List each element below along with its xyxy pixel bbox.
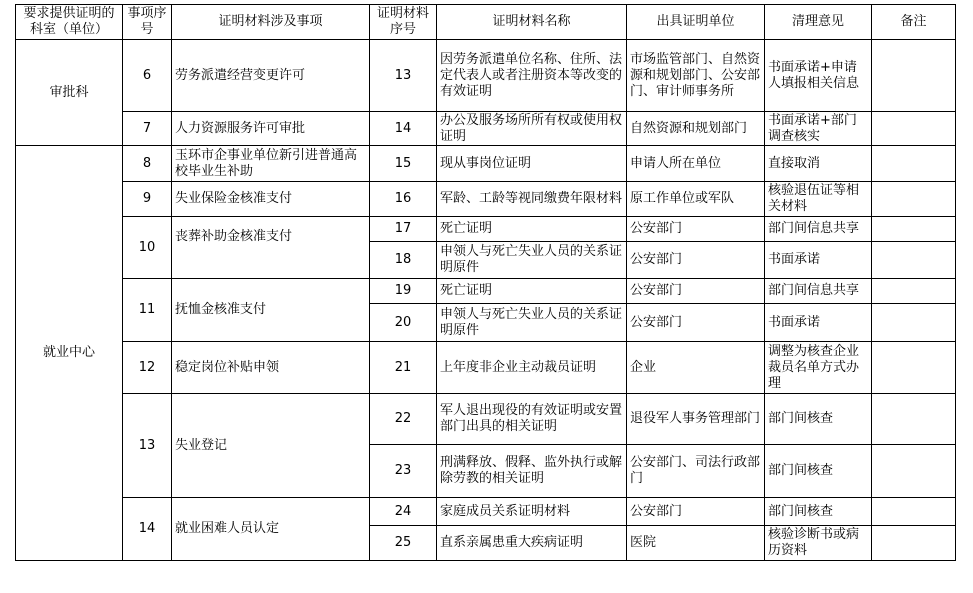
opinion-cell: 书面承诺	[765, 304, 872, 342]
dept-cell: 就业中心	[16, 146, 123, 561]
header-material-name: 证明材料名称	[437, 5, 627, 40]
remark-cell	[872, 394, 956, 445]
item-no-cell: 8	[123, 146, 172, 182]
issuer-cell: 公安部门、司法行政部门	[627, 445, 765, 498]
header-dept: 要求提供证明的科室（单位）	[16, 5, 123, 40]
header-row	[16, 5, 956, 40]
material-name-cell: 申领人与死亡失业人员的关系证明原件	[437, 242, 627, 279]
header-remark: 备注	[872, 5, 956, 40]
item-no-cell: 10	[123, 217, 172, 279]
issuer-cell: 医院	[627, 526, 765, 561]
issuer-cell: 公安部门	[627, 217, 765, 242]
issuer-cell: 公安部门	[627, 242, 765, 279]
opinion-cell: 书面承诺+申请人填报相关信息	[765, 40, 872, 112]
opinion-cell: 部门间核查	[765, 394, 872, 445]
remark-cell	[872, 242, 956, 279]
remark-cell	[872, 526, 956, 561]
material-no-cell: 18	[370, 242, 437, 279]
opinion-cell: 书面承诺	[765, 242, 872, 279]
material-name-cell: 死亡证明	[437, 279, 627, 304]
header-opinion: 清理意见	[765, 5, 872, 40]
header-material-no: 证明材料序号	[370, 5, 437, 40]
table-row	[16, 112, 956, 146]
table-row	[16, 342, 956, 394]
certificate-cleanup-table	[15, 4, 956, 561]
issuer-cell: 公安部门	[627, 279, 765, 304]
item-no-cell: 7	[123, 112, 172, 146]
item-name-cell: 失业登记	[172, 394, 370, 498]
item-name-cell: 失业保险金核准支付	[172, 182, 370, 217]
issuer-cell: 原工作单位或军队	[627, 182, 765, 217]
table-row	[16, 182, 956, 217]
remark-cell	[872, 279, 956, 304]
material-name-cell: 因劳务派遣单位名称、住所、法定代表人或者注册资本等改变的有效证明	[437, 40, 627, 112]
item-no-cell: 11	[123, 279, 172, 342]
material-name-cell: 现从事岗位证明	[437, 146, 627, 182]
remark-cell	[872, 146, 956, 182]
dept-cell: 审批科	[16, 40, 123, 146]
issuer-cell: 申请人所在单位	[627, 146, 765, 182]
remark-cell	[872, 112, 956, 146]
material-name-cell: 军龄、工龄等视同缴费年限材料	[437, 182, 627, 217]
item-name-cell: 稳定岗位补贴申领	[172, 342, 370, 394]
remark-cell	[872, 40, 956, 112]
issuer-cell: 退役军人事务管理部门	[627, 394, 765, 445]
header-item-no: 事项序号	[123, 5, 172, 40]
remark-cell	[872, 304, 956, 342]
table-row	[16, 40, 956, 112]
table-row	[16, 146, 956, 182]
item-name-cell: 人力资源服务许可审批	[172, 112, 370, 146]
material-name-cell: 上年度非企业主动裁员证明	[437, 342, 627, 394]
item-no-cell: 13	[123, 394, 172, 498]
remark-cell	[872, 217, 956, 242]
remark-cell	[872, 342, 956, 394]
remark-cell	[872, 182, 956, 217]
item-name-cell: 玉环市企事业单位新引进普通高校毕业生补助	[172, 146, 370, 182]
material-no-cell: 19	[370, 279, 437, 304]
material-name-cell: 办公及服务场所所有权或使用权证明	[437, 112, 627, 146]
opinion-cell: 部门间信息共享	[765, 279, 872, 304]
material-no-cell: 25	[370, 526, 437, 561]
material-no-cell: 20	[370, 304, 437, 342]
material-no-cell: 21	[370, 342, 437, 394]
opinion-cell: 核验退伍证等相关材料	[765, 182, 872, 217]
material-no-cell: 15	[370, 146, 437, 182]
material-name-cell: 刑满释放、假释、监外执行或解除劳教的相关证明	[437, 445, 627, 498]
material-no-cell: 17	[370, 217, 437, 242]
opinion-cell: 部门间核查	[765, 445, 872, 498]
material-name-cell: 军人退出现役的有效证明或安置部门出具的相关证明	[437, 394, 627, 445]
issuer-cell: 企业	[627, 342, 765, 394]
remark-cell	[872, 498, 956, 526]
opinion-cell: 调整为核查企业裁员名单方式办理	[765, 342, 872, 394]
table-row	[16, 394, 956, 445]
item-no-cell: 14	[123, 498, 172, 561]
opinion-cell: 直接取消	[765, 146, 872, 182]
table-row	[16, 279, 956, 304]
material-no-cell: 14	[370, 112, 437, 146]
material-name-cell: 直系亲属患重大疾病证明	[437, 526, 627, 561]
header-issuer: 出具证明单位	[627, 5, 765, 40]
issuer-cell: 公安部门	[627, 304, 765, 342]
issuer-cell: 公安部门	[627, 498, 765, 526]
item-name-cell: 丧葬补助金核准支付	[172, 217, 370, 279]
item-name-cell: 抚恤金核准支付	[172, 279, 370, 342]
opinion-cell: 核验诊断书或病历资料	[765, 526, 872, 561]
table-row	[16, 498, 956, 526]
remark-cell	[872, 445, 956, 498]
item-name-cell: 劳务派遣经营变更许可	[172, 40, 370, 112]
material-no-cell: 16	[370, 182, 437, 217]
opinion-cell: 部门间核查	[765, 498, 872, 526]
material-no-cell: 24	[370, 498, 437, 526]
item-no-cell: 6	[123, 40, 172, 112]
opinion-cell: 部门间信息共享	[765, 217, 872, 242]
material-name-cell: 死亡证明	[437, 217, 627, 242]
material-no-cell: 13	[370, 40, 437, 112]
material-no-cell: 22	[370, 394, 437, 445]
table-row	[16, 217, 956, 242]
item-name-cell: 就业困难人员认定	[172, 498, 370, 561]
issuer-cell: 市场监管部门、自然资源和规划部门、公安部门、审计师事务所	[627, 40, 765, 112]
opinion-cell: 书面承诺+部门调查核实	[765, 112, 872, 146]
material-name-cell: 家庭成员关系证明材料	[437, 498, 627, 526]
header-item: 证明材料涉及事项	[172, 5, 370, 40]
issuer-cell: 自然资源和规划部门	[627, 112, 765, 146]
item-no-cell: 9	[123, 182, 172, 217]
material-name-cell: 申领人与死亡失业人员的关系证明原件	[437, 304, 627, 342]
material-no-cell: 23	[370, 445, 437, 498]
item-no-cell: 12	[123, 342, 172, 394]
